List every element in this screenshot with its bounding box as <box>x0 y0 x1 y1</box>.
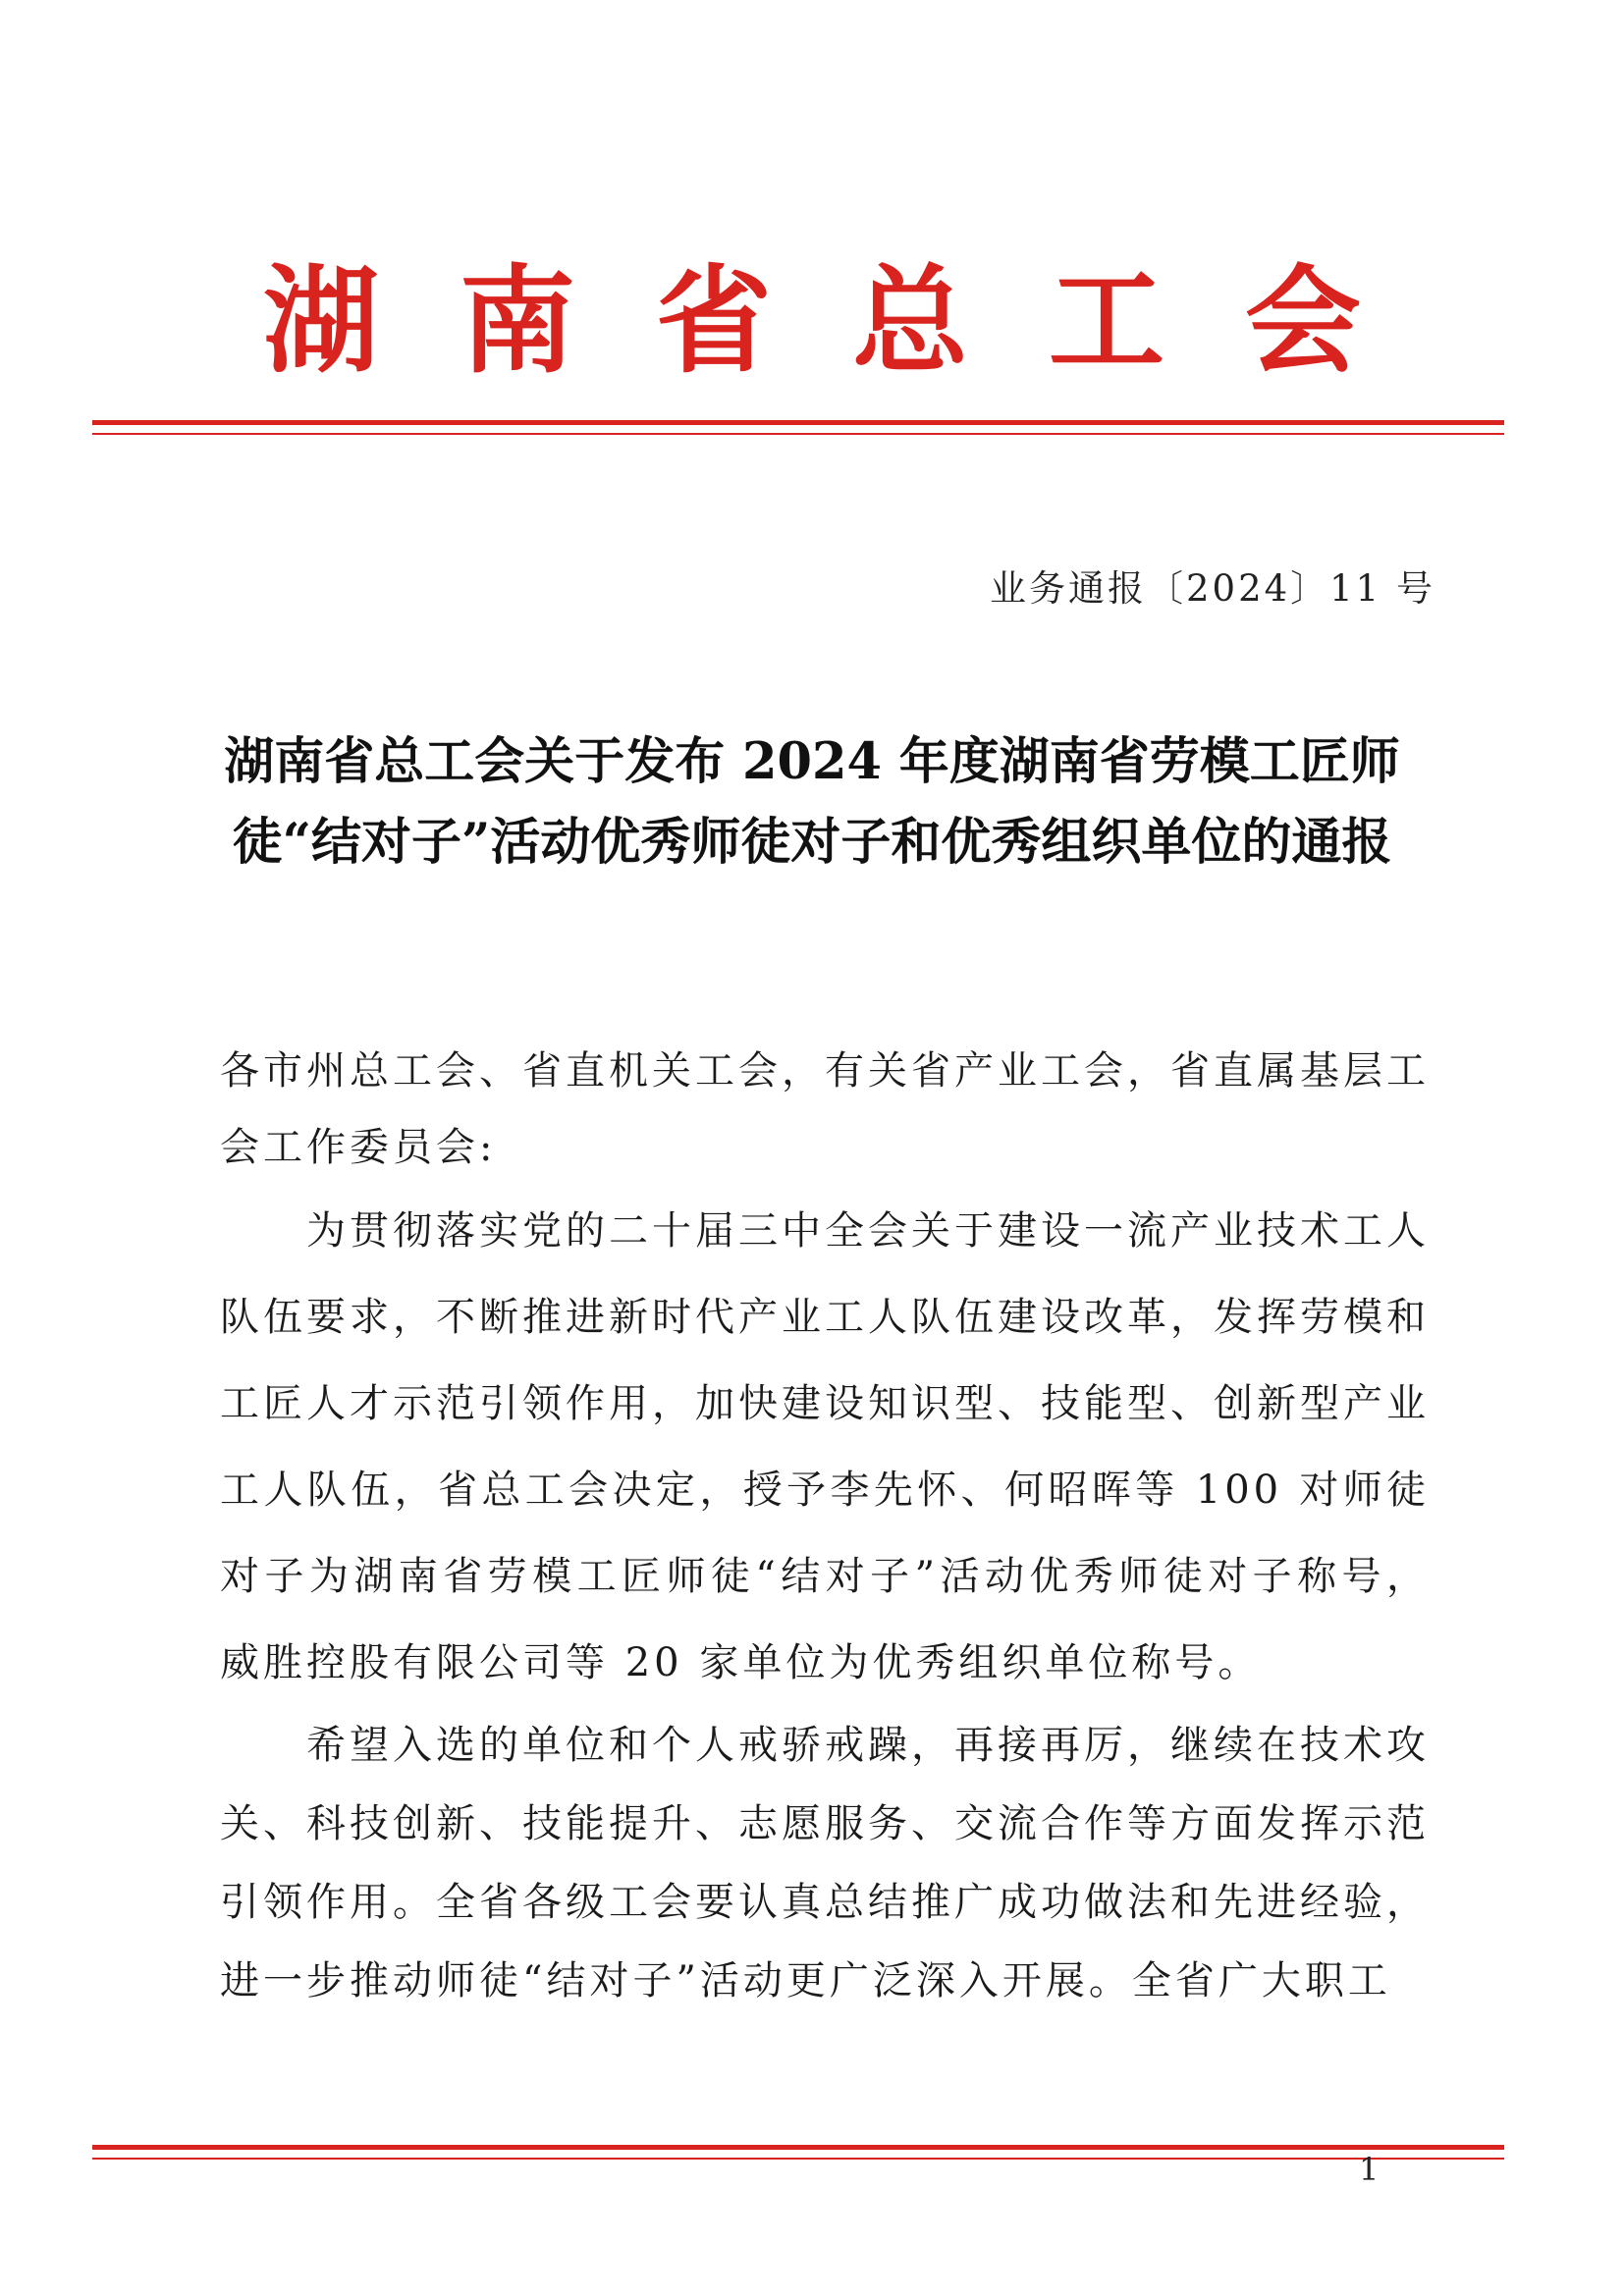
letterhead-title: 湖南省总工会 <box>262 252 1441 389</box>
document-title: 湖南省总工会关于发布 2024 年度湖南省劳模工匠师徒“结对子”活动优秀师徒对子和优秀组织单位的通报 <box>224 732 1400 872</box>
salutation: 各市州总工会、省直机关工会，有关省产业工会，省直属基层工会工作委员会: <box>220 1048 1430 1170</box>
page-number: 1 <box>1359 2151 1380 2188</box>
body-paragraph-2: 希望入选的单位和个人戒骄戒躁，再接再厉，继续在技术攻关、科技创新、技能提升、志愿服务、交流合作等方面发挥示范引领作用。全省各级工会要认真总结推广成功做法和先进经验，进一步推动师徒“结对子”活动更广泛深入开展。全省广大职工 <box>220 1723 1430 2003</box>
letterhead-rule-thin <box>92 433 1504 435</box>
footer-rule-thick <box>92 2145 1504 2150</box>
letterhead-rule-thick <box>92 420 1504 425</box>
document-number: 业务通报〔2024〕11 号 <box>989 567 1435 610</box>
footer-rule-thin <box>92 2158 1504 2160</box>
body-paragraph-1: 为贯彻落实党的二十届三中全会关于建设一流产业技术工人队伍要求，不断推进新时代产业工人队伍建设改革，发挥劳模和工匠人才示范引领作用，加快建设知识型、技能型、创新型产业工人队伍，省总工会决定，授予李先怀、何昭晖等 100 对师徒对子为湖南省劳模工匠师徒“结对子”活动优秀师徒对子称号，威胜控股有限公司等 20 家单位为优秀组织单位称号。 <box>220 1208 1430 1685</box>
